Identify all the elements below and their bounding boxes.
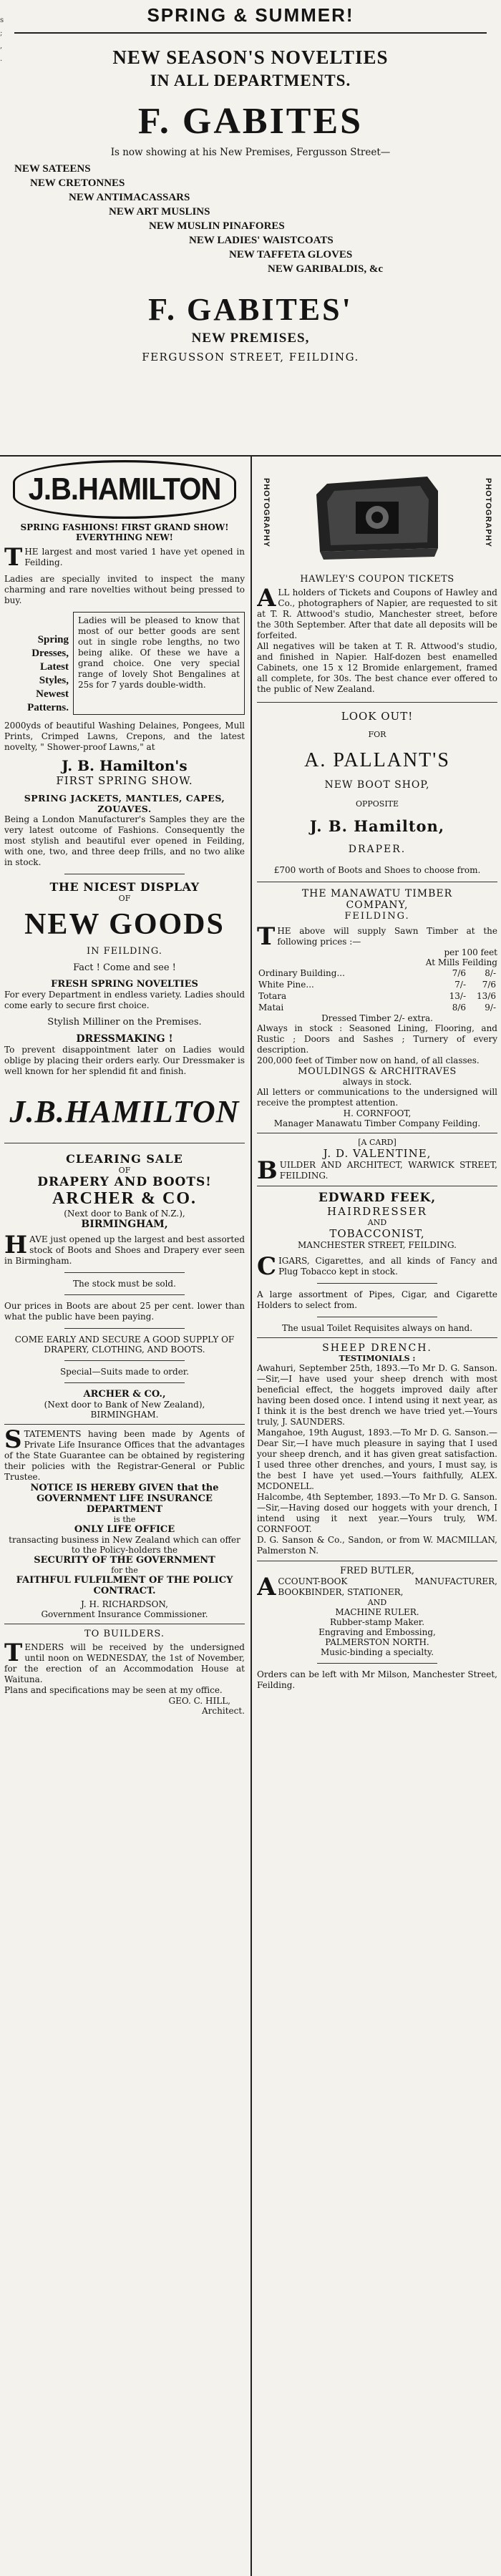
sanson-agents: D. G. Sanson & Co., Sandon, or from W. MACMILLAN, Palmerston N. (257, 1535, 497, 1556)
tenders-text: TENDERS will be received by the undersigned until noon on WEDNESDAY, the 1st of November, for the erection of an Accommodation House at Waituna. (4, 1639, 245, 1684)
spring-dresses-label (4, 612, 73, 715)
timber-intro: THE above will supply Sawn Timber at the following prices :— (257, 922, 497, 951)
pallant-name: A. PALLANT'S (304, 749, 450, 771)
music-binding: Music-binding a specialty. (320, 1647, 434, 1657)
camera-icon (276, 455, 479, 570)
divider (64, 1382, 185, 1383)
mills-header: At Mills Feilding (425, 957, 497, 967)
spring-dresses-box (4, 612, 245, 715)
account-book-text: ACCOUNT-BOOK MANUFACTURER, BOOKBINDER, STATIONER, (257, 1573, 497, 1601)
machine-ruler: MACHINE RULER. (335, 1607, 419, 1617)
builder-text: BUILDER AND ARCHITECT, WARWICK STREET, FEILDING. (257, 1156, 497, 1185)
manager-name: H. CORNFOOT, (343, 1108, 412, 1118)
table-row (257, 967, 497, 979)
cigars-text: CIGARS, Cigarettes, and all kinds of Fancy and Plug Tobacco kept in stock. (257, 1252, 497, 1281)
gabites-advert (0, 0, 501, 364)
hamilton-banner: J.B.HAMILTON (13, 460, 236, 519)
feilding-price: 9/- (485, 1002, 496, 1013)
timber-type: Totara (258, 991, 287, 1001)
table-row (257, 990, 497, 1002)
for-the: for the (111, 1566, 138, 1575)
divider (64, 1294, 185, 1295)
orders-text: Orders can be left with Mr Milson, Manchester Street, Feilding. (257, 1669, 497, 1690)
side-label: Latest (40, 661, 69, 673)
archer-town-2: BIRMINGHAM. (90, 1410, 159, 1420)
always-stock-text: Always in stock : Seasoned Lining, Flooring, and Rustic ; Doors and Sashes ; Turnery of every description. (257, 1023, 497, 1055)
manager-title: Manager Manawatu Timber Company Feilding. (273, 1118, 481, 1128)
clearing-sale: CLEARING SALE (66, 1152, 183, 1166)
novelty-item: NEW TAFFETA GLOVES (229, 249, 353, 260)
divider (317, 1283, 437, 1284)
side-label: Dresses, (31, 648, 69, 659)
opposite-label: OPPOSITE (355, 799, 399, 809)
table-row (257, 1002, 497, 1013)
side-label: Spring (37, 634, 69, 645)
divider (64, 1360, 185, 1361)
come-early-text: COME EARLY AND SECURE A GOOD SUPPLY OF (14, 1335, 235, 1345)
london-samples-text: Being a London Manufacturer's Samples they are the very latest outcome of Fashions. Consequently the most stylish and beautiful ever opened in Feilding, with one, two, and three deep frills, and no two alike in stock. (4, 814, 245, 867)
testimonial: Mangahoe, 19th August, 1893.—To Mr D. G. Sanson.—Dear Sir,—I have much pleasure in saying that I used your sheep drench, and it has given great satisfaction. I used three other drenches, and yours, I must say, is the best I have yet used.—Yours faithfully, ALEX. MCDONELL. (257, 1428, 497, 1491)
timber-company: COMPANY, (346, 899, 409, 911)
tobacconist-label: TOBACCONIST, (329, 1227, 425, 1240)
faithful-text: FAITHFUL FULFILMENT OF THE POLICY CONTRACT. (16, 1575, 233, 1596)
timber-type: Matai (258, 1002, 284, 1013)
archer-location: (Next door to Bank of N.Z.), (64, 1209, 185, 1219)
camera-illustration (306, 462, 449, 562)
archer-stock-text: HAVE just opened up the largest and best assorted stock of Boots and Shoes and Drapery ever seen in Birmingham. (4, 1231, 245, 1266)
for-label: FOR (368, 730, 386, 739)
statements-text: STATEMENTS having been made by Agents of Private Life Insurance Offices that the advantages of the State Guarantee can be obtained by registering their policies with the Registrar-General or Public Trustee. (4, 1425, 245, 1482)
coupon-heading: HAWLEY'S COUPON TICKETS (300, 574, 454, 585)
letters-text: All letters or communications to the undersigned will receive the promptest attention. (257, 1087, 497, 1108)
side-label: Styles, (39, 675, 69, 686)
left-column (4, 455, 245, 1716)
nicest-display: THE NICEST DISPLAY (49, 880, 200, 894)
only-life-office: ONLY LIFE OFFICE (74, 1524, 175, 1535)
and-label-2: AND (367, 1598, 387, 1607)
dressmaking-text: To prevent disappointment later on Ladies would oblige by placing their orders early. Our Dressmaker is well known for her splendid fit and finish. (4, 1045, 245, 1076)
valentine-name: J. D. VALENTINE, (323, 1147, 432, 1160)
testimonial: Halcombe, 4th September, 1893.—To Mr D. G. Sanson.—Sir,—Having dosed our hoggets with your drench, I intend using it next year.—Yours truly, WM. CORNFOOT. (257, 1492, 497, 1534)
to-builders: TO BUILDERS. (84, 1629, 165, 1639)
shop-name: F. GABITES (137, 101, 364, 142)
mill-price: 13/- (449, 991, 466, 1001)
novelties-heading: NEW SEASON'S NOVELTIES (112, 47, 389, 68)
advert-title: SPRING & SUMMER! (147, 4, 354, 26)
timber-price-table (257, 967, 497, 1013)
timber-type: White Pine... (258, 980, 314, 990)
timber-town: FEILDING. (344, 911, 410, 922)
archer-town: BIRMINGHAM, (81, 1219, 168, 1230)
divider (4, 1424, 245, 1425)
divider (14, 32, 487, 34)
architect-name: GEO. C. HILL, (168, 1696, 230, 1706)
stock-sold-text: The stock must be sold. (73, 1279, 176, 1289)
testimonials-label: TESTIMONIALS : (339, 1354, 416, 1363)
commissioner-name: J. H. RICHARDSON, (81, 1599, 168, 1609)
feilding-price: 7/6 (482, 980, 496, 990)
commissioner-title: Government Insurance Commissioner. (41, 1609, 208, 1619)
government-department: GOVERNMENT LIFE INSURANCE DEPARTMENT (37, 1493, 213, 1515)
drapery-list: DRAPERY, CLOTHING, AND BOOTS. (44, 1345, 205, 1355)
butler-name: FRED BUTLER, (339, 1566, 415, 1576)
feet-text: 200,000 feet of Timber now on hand, of all classes. (257, 1055, 480, 1065)
of-label: OF (118, 894, 131, 903)
opening-text: THE largest and most varied 1 have yet opened in Feilding. (4, 543, 245, 572)
premises-name: F. GABITES' (148, 292, 353, 327)
boots-worth: £700 worth of Boots and Shoes to choose from. (273, 865, 481, 875)
security-text: SECURITY OF THE GOVERNMENT (34, 1555, 215, 1566)
fashions-heading: SPRING FASHIONS! FIRST GRAND SHOW! (20, 522, 229, 532)
fresh-novelties-heading: FRESH SPRING NOVELTIES (51, 979, 198, 990)
archer-name-2: ARCHER & CO., (83, 1389, 166, 1400)
shop-intro: Is now showing at his New Premises, Fergusson Street— (110, 147, 391, 158)
is-the: is the (113, 1515, 136, 1524)
timber-heading: THE MANAWATU TIMBER (301, 888, 453, 899)
column-divider (250, 455, 252, 2576)
mill-price: 7/- (454, 980, 466, 990)
page-edge-marks: s ; , . (0, 16, 4, 63)
side-label: Patterns. (27, 702, 69, 713)
per-feet: per 100 feet (444, 947, 497, 957)
feilding-price: 13/6 (477, 991, 496, 1001)
come-and-see: Fact ! Come and see ! (73, 962, 176, 973)
divider (64, 1272, 185, 1273)
drapery-boots: DRAPERY AND BOOTS! (37, 1175, 212, 1189)
hamilton-show-name: J. B. Hamilton's (62, 757, 188, 774)
prices-text: Our prices in Boots are about 25 per cent. lower than what the public have been paying. (4, 1301, 245, 1322)
first-spring-show: FIRST SPRING SHOW. (56, 774, 193, 787)
novelty-item: NEW ART MUSLINS (109, 206, 210, 218)
divider (64, 1328, 185, 1329)
transacting-text: transacting business in New Zealand which can offer to the Policy-holders the (9, 1535, 240, 1555)
ladies-invited-text: Ladies are specially invited to inspect the many charming and rare novelties without being pressed to buy. (4, 574, 245, 605)
right-column (257, 455, 497, 1691)
divider (257, 702, 497, 703)
side-label: Newest (36, 688, 69, 700)
washing-goods-text: 2000yds of beautiful Washing Delaines, Pongees, Mull Prints, Crimped Lawns, Crepons, and the latest novelty, " Shower-proof Lawns," at (4, 721, 245, 752)
suits-text: Special—Suits made to order. (59, 1367, 190, 1377)
jackets-heading: SPRING JACKETS, MANTLES, CAPES, ZOUAVES. (24, 793, 225, 814)
mouldings-stock: always in stock. (342, 1077, 412, 1087)
novelty-item: NEW CRETONNES (30, 177, 125, 189)
notice-text: NOTICE IS HEREBY GIVEN that the (30, 1483, 219, 1493)
novelty-list (14, 162, 487, 284)
archer-location-2: (Next door to Bank of New Zealand), (44, 1400, 205, 1410)
dressmaking-heading: DRESSMAKING ! (76, 1033, 173, 1045)
pipes-text: A large assortment of Pipes, Cigar, and Cigarette Holders to select from. (257, 1289, 497, 1310)
toilet-text: The usual Toilet Requisites always on hand. (281, 1323, 473, 1333)
novelty-item: NEW GARIBALDIS, &c (268, 263, 383, 275)
architect-title: Architect. (202, 1706, 245, 1716)
mill-price: 8/6 (452, 1002, 466, 1013)
boot-shop: NEW BOOT SHOP, (324, 779, 430, 791)
mouldings-heading: MOULDINGS & ARCHITRAVES (298, 1066, 457, 1077)
sheep-drench-heading: SHEEP DRENCH. (322, 1342, 432, 1354)
palmerston-text: PALMERSTON NORTH. (325, 1637, 429, 1647)
coupon-text-2: All negatives will be taken at T. R. Attwood's studio, and finished in Napier. Half-dozen best enamelled Cabinets, one 15 x 12 Bromide enlargement, framed all complete, for 30s. The best chance ever offered to the public of New Zealand. (257, 641, 497, 694)
archer-name: ARCHER & CO. (52, 1189, 197, 1208)
photography-header (257, 455, 497, 570)
testimonial: Awahuri, September 25th, 1893.—To Mr D. G. Sanson.—Sir,—I have used your sheep drench with most beneficial effect, the hoggets improved daily after having been dosed once. I intend using it next year, as I think it is the best drench we have tried yet.—Yours truly, J. SAUNDERS. (257, 1363, 497, 1427)
draper-label: DRAPER. (348, 844, 407, 855)
premises-street: FERGUSSON STREET, FEILDING. (142, 351, 359, 364)
two-column-adverts (0, 455, 501, 2576)
and-label: AND (367, 1218, 387, 1227)
feek-street: MANCHESTER STREET, FEILDING. (298, 1240, 457, 1250)
photography-vertical-right: PHOTOGRAPHY (484, 477, 492, 547)
novelty-item: NEW SATEENS (14, 163, 91, 175)
look-out: LOOK OUT! (341, 710, 414, 723)
hamilton-draper: J. B. Hamilton, (309, 817, 445, 835)
timber-type: Ordinary Building... (258, 968, 345, 978)
premises-label: NEW PREMISES, (191, 331, 310, 346)
of-label: OF (118, 1166, 131, 1175)
coupon-text: ALL holders of Tickets and Coupons of Hawley and Co., photographers of Napier, are requested to sit at T. R. Attwood's studio, Manchester street, before the 30th September. After that date all deposits will be forfeited. (257, 584, 497, 640)
photography-vertical-left: PHOTOGRAPHY (262, 477, 271, 547)
mill-price: 7/6 (452, 968, 466, 978)
feek-name: EDWARD FEEK, (318, 1191, 437, 1205)
novelty-item: NEW ANTIMACASSARS (69, 192, 190, 203)
table-row (257, 979, 497, 990)
divider (257, 1337, 497, 1338)
novelties-subheading: IN ALL DEPARTMENTS. (150, 72, 351, 89)
hamilton-banner-2: J.B.HAMILTON (9, 1093, 240, 1129)
divider (317, 1663, 437, 1664)
dressed-timber: Dressed Timber 2/- extra. (321, 1013, 433, 1023)
card-label: [A CARD] (358, 1138, 397, 1147)
novelty-item: NEW MUSLIN PINAFORES (149, 220, 285, 232)
new-goods-heading: NEW GOODS (24, 908, 225, 941)
robe-lengths-text: Ladies will be pleased to know that most of our better goods are sent out in single robe lengths, no two being alike. Of these we have a grand choice. One very special range of lovely Shot Bengalines at 25s for 7 yards double-width. (73, 612, 245, 715)
novelty-item: NEW LADIES' WAISTCOATS (189, 235, 334, 246)
hairdresser-label: HAIRDRESSER (327, 1205, 427, 1218)
fresh-novelties-text: For every Department in endless variety. Ladies should come early to secure first choice. (4, 990, 245, 1010)
plans-text: Plans and specifications may be seen at my office. (4, 1685, 223, 1695)
feilding-price: 8/- (485, 968, 496, 978)
in-feilding: IN FEILDING. (87, 946, 162, 957)
milliner-text: Stylish Milliner on the Premises. (47, 1017, 202, 1028)
rubber-stamp: Rubber-stamp Maker. (329, 1617, 425, 1627)
engraving-text: Engraving and Embossing, (318, 1627, 436, 1637)
fashions-subheading: EVERYTHING NEW! (76, 532, 173, 542)
